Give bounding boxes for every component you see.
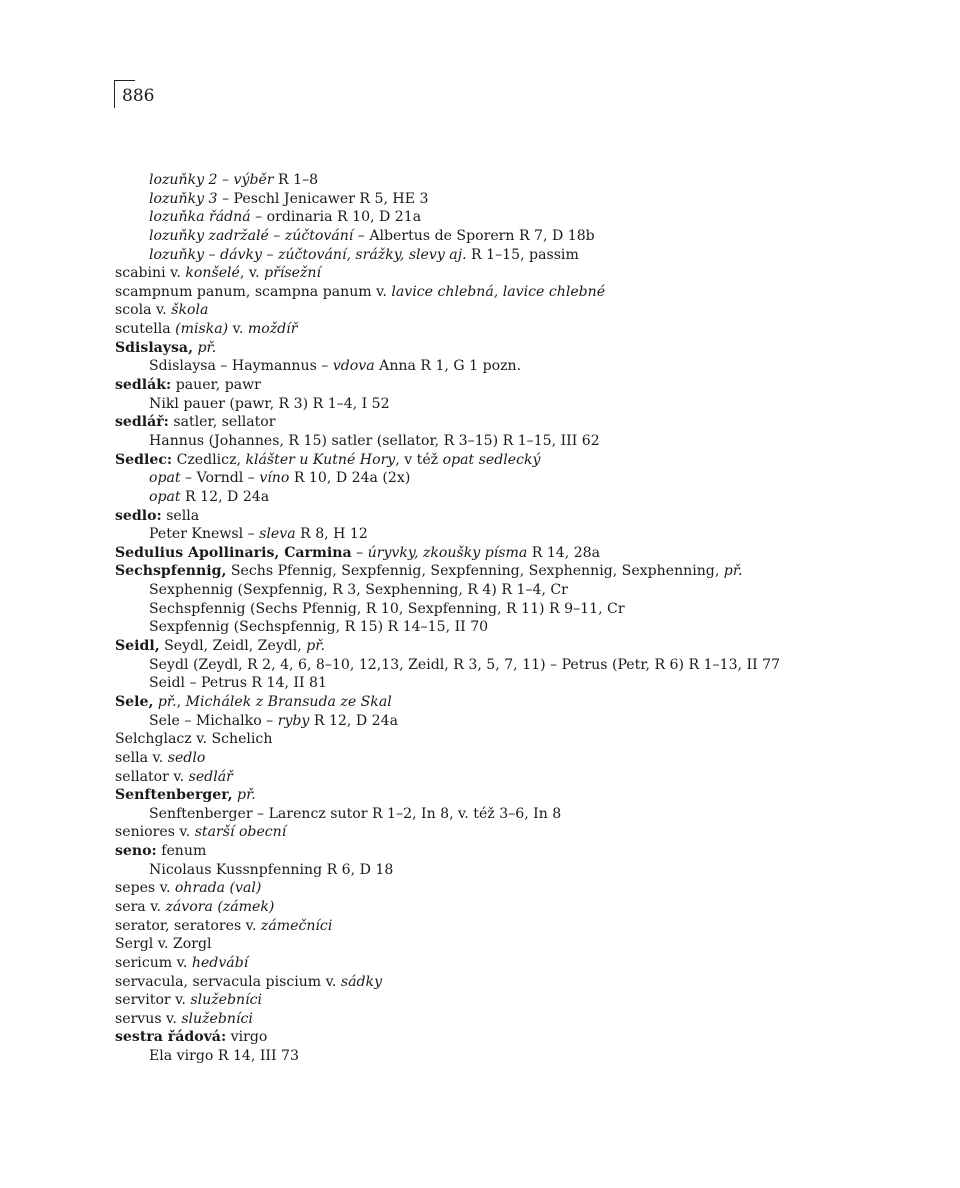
index-entry — [115, 413, 895, 432]
entry-text: sera v. — [115, 898, 166, 915]
italic-text: sádky — [340, 973, 383, 990]
italic-text: klášter u Kutné Hory — [245, 451, 396, 468]
entry-text: fenum — [156, 843, 207, 860]
entry-text: Anna R 1, G 1 pozn. — [374, 358, 522, 375]
italic-text: lozuňky – dávky – zúčtování, srážky, slevy aj. — [149, 246, 467, 263]
index-entry — [115, 879, 895, 898]
entry-text: Senftenberger – Larencz sutor R 1–2, In 8, v. též 3–6, In 8 — [149, 805, 562, 822]
entry-text: Nicolaus Kussnpfenning R 6, D 18 — [149, 861, 394, 878]
italic-text: (miska) — [175, 321, 229, 338]
index-entry — [115, 730, 895, 749]
entry-headword: Senftenberger, — [115, 787, 233, 804]
entry-headword: seno: — [115, 843, 157, 860]
entry-text: Sergl v. Zorgl — [115, 936, 212, 953]
entry-text: scabini v. — [115, 265, 186, 282]
entry-text: virgo — [226, 1029, 268, 1046]
entry-text: sepes v. — [115, 880, 175, 897]
entry-text: – Peschl Jenicawer R 5, HE 3 — [217, 190, 429, 207]
index-entry — [115, 693, 895, 712]
italic-text: závora (zámek) — [165, 898, 275, 915]
index-subentry — [115, 246, 895, 265]
italic-text: lozuňka řádná — [149, 209, 251, 226]
entry-text: R 10, D 24a (2x) — [289, 470, 411, 487]
index-subentry — [115, 190, 895, 209]
italic-text: lozuňky 2 – výběr — [149, 172, 274, 188]
index-subentry — [115, 171, 895, 190]
page-number — [114, 80, 154, 108]
index-entry — [115, 935, 895, 954]
italic-text: víno — [259, 470, 290, 487]
index-entry — [115, 544, 895, 563]
index-subentry — [115, 525, 895, 544]
entry-text: sellator v. — [115, 768, 189, 785]
page-number-text: 886 — [122, 86, 155, 106]
entry-text: R 14, 28a — [527, 544, 601, 561]
entry-headword: sedlář: — [115, 414, 169, 431]
index-entry — [115, 562, 895, 581]
entry-headword: Sechspfennig, — [115, 563, 227, 580]
italic-text: sedlář — [188, 768, 233, 785]
entry-text: scampnum panum, scampna panum v. — [115, 283, 392, 300]
index-subentry — [115, 227, 895, 246]
italic-text: škola — [171, 302, 209, 319]
index-entry — [115, 954, 895, 973]
entry-text: Seydl (Zeydl, R 2, 4, 6, 8–10, 12,13, Zeidl, R 3, 5, 7, 11) – Petrus (Petr, R 6) R 1–13, II 77 — [149, 656, 781, 673]
italic-text: úryvky, zkoušky písma — [367, 544, 528, 561]
entry-text: servus v. — [115, 1010, 182, 1027]
index-subentry — [115, 208, 895, 227]
index-subentry — [115, 488, 895, 507]
entry-text: Sechs Pfennig, Sexpfennig, Sexpfenning, Sexphennig, Sexphenning, — [226, 563, 724, 580]
index-entry — [115, 283, 895, 302]
entry-headword: Sedulius Apollinaris, Carmina — [115, 544, 352, 561]
entry-text: Ela virgo R 14, III 73 — [149, 1048, 299, 1065]
index-subentry — [115, 712, 895, 731]
italic-text: př. — [723, 563, 743, 580]
index-subentry — [115, 674, 895, 693]
entry-headword: Sedlec: — [115, 451, 173, 468]
italic-text: př. — [157, 693, 177, 710]
index-entry — [115, 917, 895, 936]
index-subentry — [115, 861, 895, 880]
index-entry — [115, 507, 895, 526]
entry-headword: Sele, — [115, 693, 154, 710]
italic-text: lozuňky zadržalé – zúčtování — [149, 227, 354, 244]
italic-text: lavice chlebná, lavice chlebné — [391, 283, 606, 300]
entry-text: v. — [228, 321, 248, 338]
italic-text: lozuňky 3 — [149, 190, 218, 207]
index-subentry — [115, 432, 895, 451]
italic-text: Michálek z Bransuda ze Skal — [185, 693, 392, 710]
entry-text: Seidl – Petrus R 14, II 81 — [149, 675, 327, 692]
index-entry — [115, 842, 895, 861]
italic-text: služebníci — [181, 1010, 253, 1027]
entry-text: – Vorndl – — [180, 470, 260, 487]
entry-headword: Sdislaysa, — [115, 339, 193, 356]
italic-text: zámečníci — [260, 917, 333, 934]
index-entry — [115, 991, 895, 1010]
entry-text: Sele – Michalko – — [149, 712, 278, 729]
entry-text: serator, seratores v. — [115, 917, 261, 934]
index-subentry — [115, 469, 895, 488]
entry-text: Sechspfennig (Sechs Pfennig, R 10, Sexpfenning, R 11) R 9–11, Cr — [149, 600, 625, 617]
index-entry — [115, 1010, 895, 1029]
entry-text: – — [351, 544, 368, 561]
italic-text: sleva — [259, 526, 296, 543]
italic-text: moždíř — [247, 321, 298, 338]
index-subentry — [115, 805, 895, 824]
italic-text: přísežní — [264, 265, 321, 282]
index-entry — [115, 898, 895, 917]
entry-text: Peter Knewsl – — [149, 526, 260, 543]
entry-text: R 12, D 24a — [180, 488, 270, 505]
index-subentry — [115, 581, 895, 600]
entry-text: R 1–15, passim — [466, 246, 579, 263]
italic-text: starší obecní — [194, 824, 287, 841]
entry-text: scutella — [115, 321, 176, 338]
index-subentry — [115, 395, 895, 414]
index-entry — [115, 376, 895, 395]
entry-text: sericum v. — [115, 954, 192, 971]
index-entry — [115, 451, 895, 470]
entry-text: Hannus (Johannes, R 15) satler (sellator, R 3–15) R 1–15, III 62 — [149, 432, 600, 449]
index-entry — [115, 823, 895, 842]
entry-text: Selchglacz v. Schelich — [115, 731, 273, 748]
entry-text: , v. — [239, 265, 265, 282]
entry-text: R 12, D 24a — [309, 712, 398, 729]
italic-text: opat sedlecký — [442, 451, 541, 468]
entry-text: , — [176, 693, 186, 710]
index-entry — [115, 637, 895, 656]
italic-text: ohrada (val) — [174, 880, 262, 897]
index-entry — [115, 973, 895, 992]
entry-text: sella v. — [115, 749, 168, 766]
index-entry — [115, 301, 895, 320]
index-entry — [115, 1028, 895, 1047]
index-entry — [115, 749, 895, 768]
entry-text: R 8, H 12 — [295, 526, 368, 543]
italic-text: př. — [237, 787, 256, 804]
index-subentry — [115, 357, 895, 376]
entry-text: Nikl pauer (pawr, R 3) R 1–4, I 52 — [149, 395, 390, 412]
entry-text: Sexphennig (Sexpfennig, R 3, Sexphenning, R 4) R 1–4, Cr — [149, 582, 568, 599]
index-body — [115, 171, 895, 1066]
entry-text: , v též — [395, 451, 443, 468]
italic-text: opat — [149, 488, 181, 505]
entry-text: Czedlicz, — [172, 451, 246, 468]
entry-text: – ordinaria R 10, D 21a — [250, 209, 422, 226]
entry-text: servitor v. — [115, 992, 191, 1009]
italic-text: hedvábí — [191, 954, 249, 971]
index-subentry — [115, 618, 895, 637]
italic-text: služebníci — [190, 992, 262, 1009]
entry-text: sella — [161, 507, 200, 524]
index-entry — [115, 320, 895, 339]
entry-text: scola v. — [115, 302, 172, 319]
entry-text: pauer, pawr — [171, 377, 261, 394]
entry-headword: sedlo: — [115, 507, 162, 524]
italic-text: př. — [306, 638, 325, 655]
italic-text: opat — [149, 470, 181, 487]
italic-text: př. — [197, 339, 217, 356]
entry-headword: sestra řádová: — [115, 1029, 227, 1046]
italic-text: sedlo — [167, 749, 206, 766]
entry-text: satler, sellator — [168, 414, 276, 431]
index-subentry — [115, 656, 895, 675]
entry-text: R 1–8 — [273, 172, 319, 188]
entry-text: servacula, servacula piscium v. — [115, 973, 341, 990]
index-entry — [115, 339, 895, 358]
index-subentry — [115, 1047, 895, 1066]
italic-text: konšelé — [185, 265, 240, 282]
italic-text: vdova — [332, 358, 375, 375]
italic-text: ryby — [277, 712, 310, 729]
entry-text: seniores v. — [115, 824, 195, 841]
entry-headword: sedlák: — [115, 377, 172, 394]
index-entry — [115, 768, 895, 787]
entry-text: Sdislaysa – Haymannus – — [149, 358, 333, 375]
entry-headword: Seidl, — [115, 638, 160, 655]
index-entry — [115, 786, 895, 805]
entry-text: Sexpfennig (Sechspfennig, R 15) R 14–15, II 70 — [149, 619, 489, 636]
entry-text: – Albertus de Sporern R 7, D 18b — [353, 227, 595, 244]
entry-text: Seydl, Zeidl, Zeydl, — [159, 638, 307, 655]
index-subentry — [115, 600, 895, 619]
index-entry — [115, 264, 895, 283]
